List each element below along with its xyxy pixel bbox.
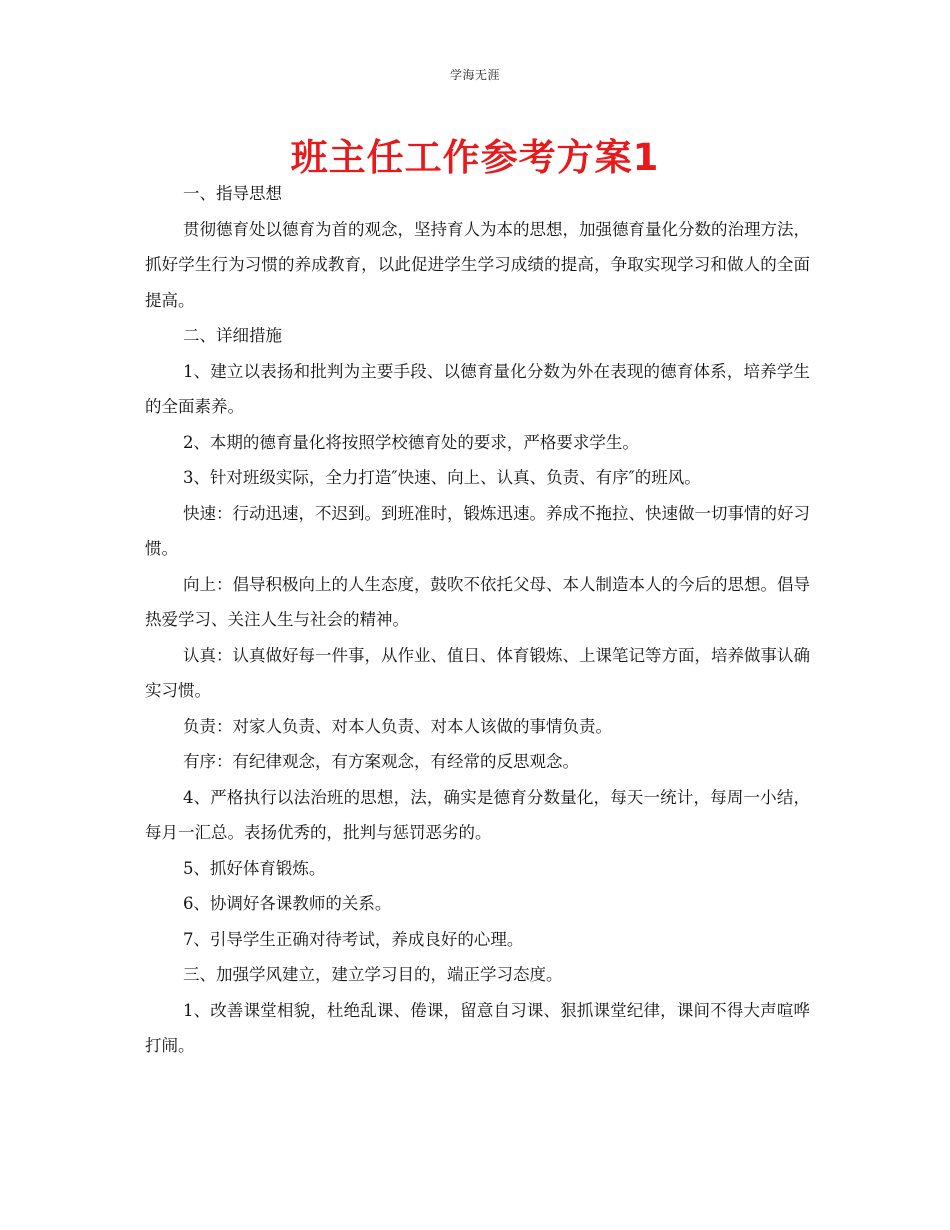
- paragraph: 7、引导学生正确对待考试，养成良好的心理。: [182, 929, 524, 949]
- paragraph: 认真：认真做好每一件事，从作业、值日、体育锻炼、上课笔记等方面，培养做事认确实习惯。: [145, 645, 810, 700]
- paragraph: 1、建立以表扬和批判为主要手段、以德育量化分数为外在表现的德育体系，培养学生的全面素养。: [145, 361, 810, 416]
- paragraph: 负责：对家人负责、对本人负责、对本人该做的事情负责。: [182, 716, 612, 736]
- document-title: 班主任工作参考方案1: [290, 136, 660, 179]
- section-heading-2: 二、详细措施: [182, 326, 282, 345]
- paragraph: 5、抓好体育锻炼。: [182, 858, 326, 878]
- section-heading-1: 一、指导思想: [182, 184, 282, 203]
- paragraph: 有序：有纪律观念，有方案观念，有经常的反思观念。: [182, 752, 579, 771]
- paragraph: 2、本期的德育量化将按照学校德育处的要求，严格要求学生。: [182, 432, 639, 452]
- paragraph: 向上：倡导积极向上的人生态度，鼓吹不依托父母、本人制造本人的今后的思想。倡导热爱学习、关注人生与社会的精神。: [145, 574, 810, 629]
- paragraph: 贯彻德育处以德育为首的观念，坚持育人为本的思想，加强德育量化分数的治理方法，抓好学生行为习惯的养成教育，以此促进学生学习成绩的提高，争取实现学习和做人的全面提高。: [145, 219, 810, 310]
- page-header: 学海无涯: [449, 68, 500, 82]
- paragraph: 3、针对班级实际，全力打造″快速、向上、认真、负责、有序″的班风。: [182, 468, 701, 487]
- paragraph: 1、改善课堂相貌，杜绝乱课、倦课，留意自习课、狠抓课堂纪律，课间不得大声喧哗打闹。: [145, 1000, 810, 1055]
- paragraph: 快速：行动迅速，不迟到。到班准时，锻炼迅速。养成不拖拉、快速做一切事情的好习惯。: [145, 503, 810, 558]
- section-heading-3: 三、加强学风建立，建立学习目的，端正学习态度。: [182, 965, 563, 984]
- paragraph: 4、严格执行以法治班的思想，法，确实是德育分数量化，每天一统计，每周一小结，每月一汇总。表扬优秀的，批判与惩罚恶劣的。: [145, 787, 810, 842]
- paragraph: 6、协调好各课教师的关系。: [182, 894, 392, 913]
- document-body: [145, 176, 810, 1064]
